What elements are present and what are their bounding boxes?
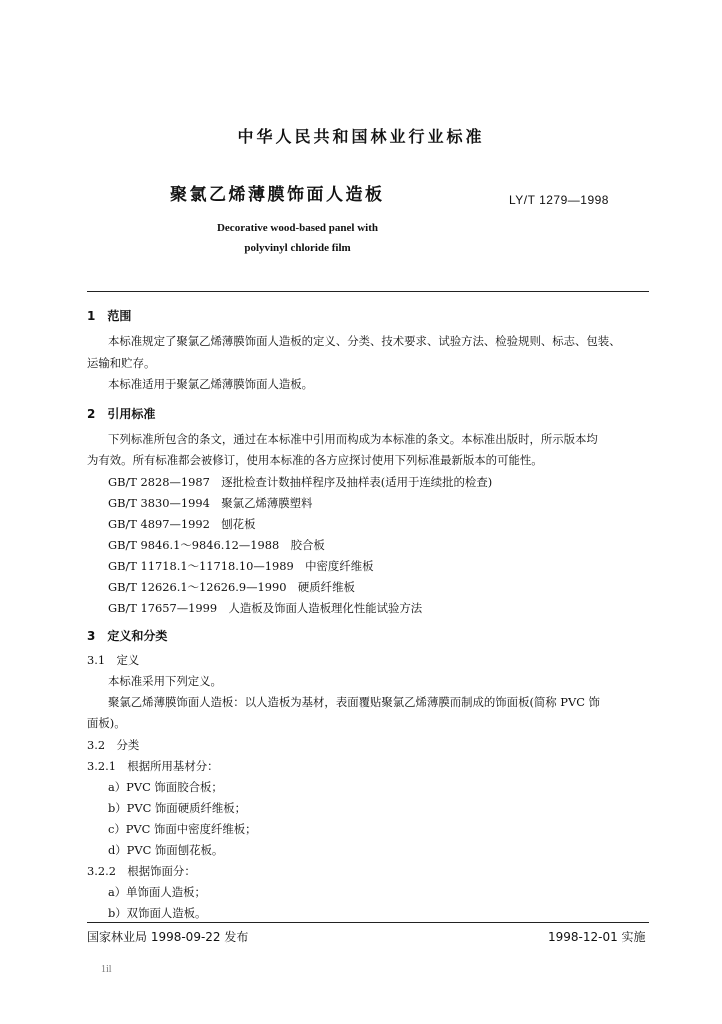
reference-item: GB/T 2828—1987 逐批检查计数抽样程序及抽样表(适用于连续批的检查) [108,475,493,489]
list-item: a）单饰面人造板； [108,885,206,899]
english-title-line2: polyvinyl chloride film [244,242,351,254]
implementation-date: 1998-12-01 实施 [548,930,646,944]
section-3-heading: 3 定义和分类 [87,629,168,643]
section-3-2-1-heading: 3.2.1 根据所用基材分： [87,759,219,773]
standard-number: LY/T 1279—1998 [509,193,609,207]
list-item: b）双饰面人造板。 [108,906,207,920]
reference-item: GB/T 12626.1～12626.9—1990 硬质纤维板 [108,580,355,594]
reference-item: GB/T 3830—1994 聚氯乙烯薄膜塑料 [108,496,313,510]
list-item: a）PVC 饰面胶合板； [108,780,223,794]
reference-item: GB/T 17657—1999 人造板及饰面人造板理化性能试验方法 [108,601,423,615]
section-3-1-definition-line1: 聚氯乙烯薄膜饰面人造板：以人造板为基材，表面覆贴聚氯乙烯薄膜而制成的饰面板(简称 PVC 饰 [108,695,600,709]
section-1-para2: 本标准适用于聚氯乙烯薄膜饰面人造板。 [108,377,314,391]
section-2-intro-line1: 下列标准所包含的条文，通过在本标准中引用而构成为本标准的条文。本标准出版时，所示版本均 [108,432,598,446]
section-1-para1-line2: 运输和贮存。 [87,356,156,370]
page-mark: 1il [101,964,112,975]
section-3-2-2-heading: 3.2.2 根据饰面分： [87,864,196,878]
section-3-1-definition-line2: 面板)。 [87,716,126,730]
list-item: c）PVC 饰面中密度纤维板； [108,822,257,836]
reference-item: GB/T 4897—1992 刨花板 [108,517,256,531]
english-title-line1: Decorative wood-based panel with [216,222,379,234]
section-3-1-intro: 本标准采用下列定义。 [108,674,222,688]
section-2-intro-line2: 为有效。所有标准都会被修订，使用本标准的各方应探讨使用下列标准最新版本的可能性。 [87,453,543,467]
section-2-heading: 2 引用标准 [87,407,156,421]
list-item: b）PVC 饰面硬质纤维板； [108,801,247,815]
section-1-para1-line1: 本标准规定了聚氯乙烯薄膜饰面人造板的定义、分类、技术要求、试验方法、检验规则、标志、包装、 [108,334,621,348]
document-title: 聚氯乙烯薄膜饰面人造板 [170,185,385,205]
section-3-2-heading: 3.2 分类 [87,738,140,752]
list-item: d）PVC 饰面刨花板。 [108,843,224,857]
issue-date: 国家林业局 1998-09-22 发布 [87,930,249,944]
footer-divider [87,922,649,923]
issuer-title: 中华人民共和国林业行业标准 [237,127,485,146]
section-3-1-heading: 3.1 定义 [87,653,140,667]
section-1-heading: 1 范围 [87,309,132,323]
reference-item: GB/T 11718.1～11718.10—1989 中密度纤维板 [108,559,374,573]
reference-item: GB/T 9846.1～9846.12—1988 胶合板 [108,538,325,552]
header-divider [87,291,649,292]
